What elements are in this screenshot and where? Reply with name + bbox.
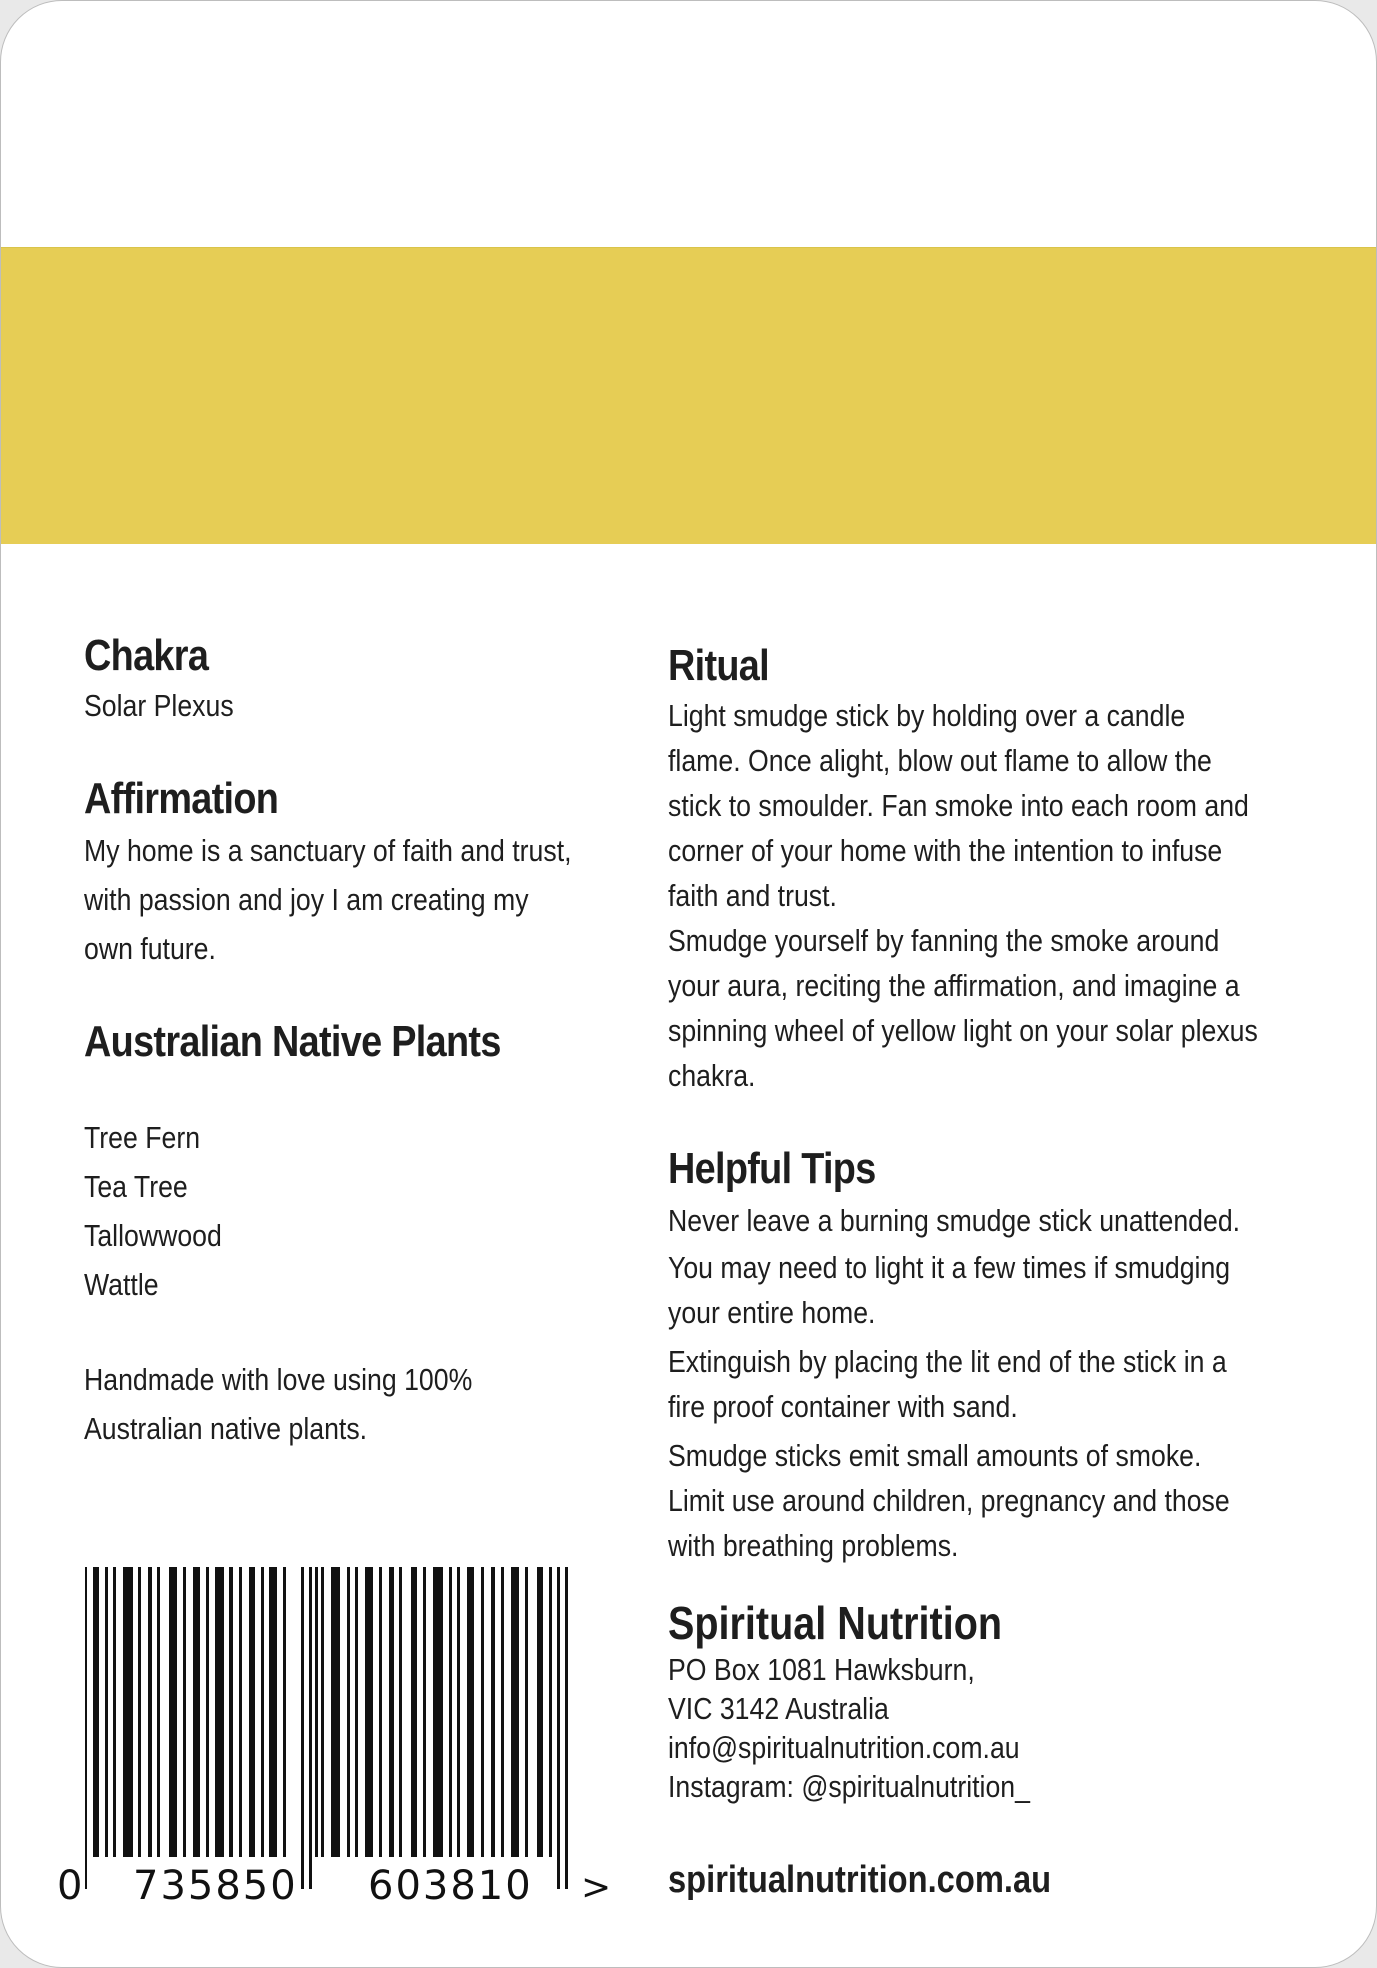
barcode-bar (365, 1567, 373, 1857)
plant-item: Tallowwood (84, 1218, 222, 1253)
tip-line: with breathing problems. (668, 1528, 959, 1563)
barcode-bar (123, 1567, 133, 1857)
ritual-line: Light smudge stick by holding over a candle (668, 698, 1186, 733)
barcode-bar (355, 1567, 358, 1857)
tips-section (668, 1142, 1328, 1568)
barcode-bar (148, 1567, 152, 1857)
barcode-bar (423, 1567, 426, 1857)
ritual-line: your aura, reciting the affirmation, and imagine a (668, 968, 1240, 1003)
yellow-color-band (1, 247, 1376, 544)
barcode-bar (309, 1567, 312, 1889)
tip-line: You may need to light it a few times if smudging (668, 1250, 1231, 1285)
company-email[interactable]: info@spiritualnutrition.com.au (668, 1730, 1020, 1765)
barcode-digits-left: 735850 (133, 1863, 298, 1909)
plant-item: Wattle (84, 1267, 159, 1302)
barcode-bar (457, 1567, 460, 1857)
barcode-bar (215, 1567, 224, 1857)
barcode-bar (467, 1567, 474, 1857)
ritual-line: stick to smoulder. Fan smoke into each room and (668, 788, 1249, 823)
barcode-bar (501, 1567, 504, 1857)
ritual-line: corner of your home with the intention to infuse (668, 833, 1223, 868)
barcode-bar (93, 1567, 99, 1857)
ritual-section (668, 639, 1328, 1098)
affirmation-line: My home is a sanctuary of faith and trust, (84, 833, 572, 868)
affirmation-line: with passion and joy I am creating my (84, 882, 529, 917)
barcode-bar (138, 1567, 141, 1857)
company-address-line-2: VIC 3142 Australia (668, 1691, 889, 1726)
tip-line: fire proof container with sand. (668, 1389, 1018, 1424)
tip-line: Limit use around children, pregnancy and those (668, 1483, 1230, 1518)
chakra-value: Solar Plexus (84, 688, 234, 723)
affirmation-section (84, 772, 644, 973)
barcode-digits-right: 603810 (368, 1863, 533, 1909)
barcode-bar (433, 1567, 443, 1857)
barcode-bars (85, 1567, 568, 1889)
barcode-bar (183, 1567, 186, 1857)
barcode-bar (261, 1567, 264, 1857)
affirmation-line: own future. (84, 931, 216, 966)
handmade-note (84, 1355, 644, 1453)
plants-section (84, 1015, 644, 1453)
barcode-bar (239, 1567, 242, 1857)
ritual-line: flame. Once alight, blow out flame to allow the (668, 743, 1212, 778)
barcode-bar (249, 1567, 255, 1857)
barcode-bar (301, 1567, 304, 1889)
left-column (84, 629, 644, 1453)
affirmation-heading: Affirmation (84, 774, 279, 823)
ritual-line: spinning wheel of yellow light on your solar plexus (668, 1013, 1258, 1048)
website-link[interactable]: spiritualnutrition.com.au (668, 1859, 1052, 1901)
barcode-bar (565, 1567, 568, 1889)
chakra-heading: Chakra (84, 631, 209, 680)
plant-item: Tree Fern (84, 1120, 201, 1155)
chakra-section (84, 629, 644, 728)
company-address-line-1: PO Box 1081 Hawksburn, (668, 1652, 975, 1687)
barcode-bar (557, 1567, 560, 1889)
company-section (668, 1596, 1328, 1806)
barcode-bar (449, 1567, 452, 1857)
ritual-line: faith and trust. (668, 878, 837, 913)
barcode-bar (399, 1567, 402, 1857)
plant-item: Tea Tree (84, 1169, 188, 1204)
ritual-heading: Ritual (668, 641, 769, 690)
barcode-bar (347, 1567, 350, 1857)
barcode-bar (105, 1567, 108, 1857)
barcode-bar (113, 1567, 116, 1857)
barcode-bar (206, 1567, 209, 1857)
handmade-note-line: Handmade with love using 100% (84, 1362, 473, 1397)
barcode-bar (537, 1567, 543, 1857)
plants-list (84, 1113, 644, 1309)
barcode-bar (283, 1567, 286, 1857)
barcode-bar (549, 1567, 552, 1857)
barcode-bar (491, 1567, 495, 1857)
barcode-bar (169, 1567, 177, 1857)
ritual-line: Smudge yourself by fanning the smoke around (668, 923, 1220, 958)
barcode-bar (85, 1567, 87, 1889)
barcode-bar (379, 1567, 382, 1857)
barcode-bar (411, 1567, 417, 1857)
barcode-bar (481, 1567, 484, 1857)
barcode-bar (321, 1567, 324, 1857)
barcode-lead-digit: 0 (57, 1863, 83, 1909)
barcode-bar (157, 1567, 160, 1857)
tip-line: Extinguish by placing the lit end of the stick in a (668, 1344, 1227, 1379)
barcode-bar (315, 1567, 318, 1857)
tip-line: Never leave a burning smudge stick unattended. (668, 1203, 1241, 1238)
barcode-bar (229, 1567, 233, 1857)
tips-heading: Helpful Tips (668, 1144, 876, 1193)
tip-line: Smudge sticks emit small amounts of smoke. (668, 1438, 1202, 1473)
plants-heading: Australian Native Plants (84, 1017, 501, 1066)
barcode-bar (193, 1567, 200, 1857)
barcode-bar (269, 1567, 277, 1857)
barcode-bar (511, 1567, 519, 1857)
barcode-bar (331, 1567, 340, 1857)
company-name: Spiritual Nutrition (668, 1597, 1003, 1649)
tip-line: your entire home. (668, 1295, 876, 1330)
barcode-bar (525, 1567, 528, 1857)
handmade-note-line: Australian native plants. (84, 1411, 368, 1446)
barcode-arrow: > (581, 1867, 612, 1908)
ritual-line: chakra. (668, 1058, 756, 1093)
barcode (53, 1567, 613, 1913)
right-column (668, 639, 1328, 1806)
company-instagram[interactable]: Instagram: @spiritualnutrition_ (668, 1769, 1030, 1804)
barcode-bar (389, 1567, 394, 1857)
